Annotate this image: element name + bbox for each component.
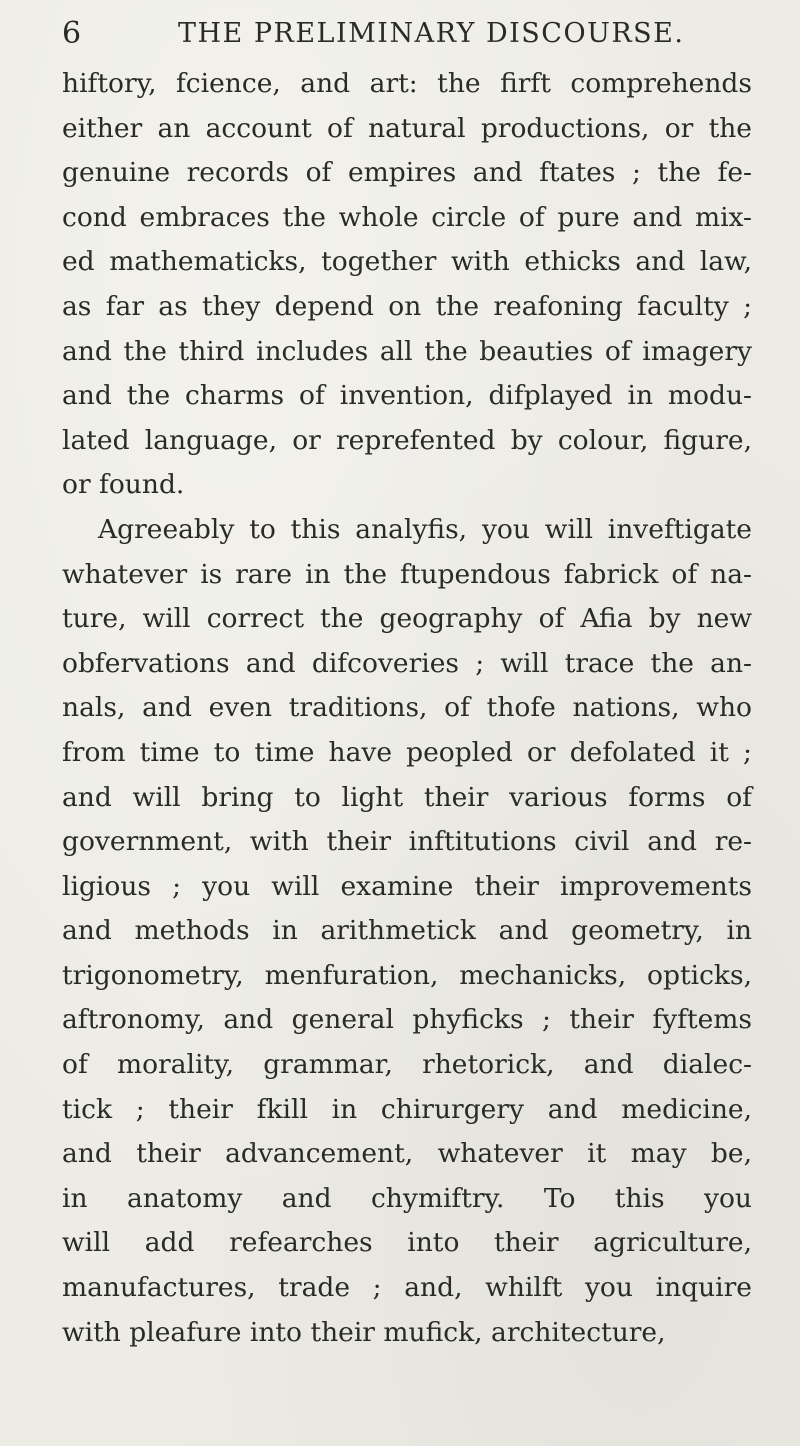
text-line: of morality, grammar, rhetorick, and dialec-	[62, 1049, 752, 1081]
text-line: either an account of natural productions, or the	[62, 112, 752, 144]
text-line: ture, will correct the geography of Afia by new	[62, 603, 752, 635]
text-line: as far as they depend on the reafoning faculty ;	[62, 290, 752, 322]
running-head	[62, 14, 742, 54]
text-line: nals, and even traditions, of thofe nations, who	[62, 692, 752, 724]
text-line: ed mathematicks, together with ethicks and law,	[62, 246, 752, 278]
text-line: aftronomy, and general phyficks ; their fyftems	[62, 1004, 752, 1036]
text-line: and will bring to light their various forms of	[62, 781, 752, 813]
text-line: cond embraces the whole circle of pure and mix-	[62, 201, 752, 233]
paragraph-first-line: Agreeably to this analyfis, you will inveftigate	[98, 513, 752, 545]
text-line: and the third includes all the beauties of imagery	[62, 335, 752, 367]
text-line: government, with their inftitutions civil and re-	[62, 826, 752, 858]
text-line: will add refearches into their agriculture,	[62, 1227, 752, 1259]
text-line: obfervations and difcoveries ; will trace the an-	[62, 647, 752, 679]
text-line: and their advancement, whatever it may be,	[62, 1138, 752, 1170]
text-line: ligious ; you will examine their improvements	[62, 870, 752, 902]
text-line: hiftory, fcience, and art: the firft comprehends	[62, 68, 752, 99]
running-head-title: THE PRELIMINARY DISCOURSE.	[178, 18, 685, 49]
text-line: and methods in arithmetick and geometry, in	[62, 915, 752, 947]
text-line: trigonometry, menfuration, mechanicks, opticks,	[62, 959, 752, 991]
text-line: in anatomy and chymiftry. To this you	[62, 1182, 752, 1214]
text-line: from time to time have peopled or defolated it ;	[62, 736, 752, 768]
text-line: with pleafure into their mufick, architecture,	[62, 1316, 666, 1348]
text-line: or found.	[62, 469, 185, 501]
text-line: lated language, or reprefented by colour, figure,	[62, 424, 752, 456]
text-line: tick ; their fkill in chirurgery and medicine,	[62, 1093, 752, 1125]
text-line: and the charms of invention, difplayed in modu-	[62, 380, 752, 412]
body-text	[62, 62, 752, 1355]
page-number: 6	[62, 16, 83, 51]
text-line: whatever is rare in the ftupendous fabrick of na-	[62, 558, 752, 590]
text-line: genuine records of empires and ftates ; the fe-	[62, 157, 752, 189]
text-line: manufactures, trade ; and, whilft you inquire	[62, 1272, 752, 1304]
